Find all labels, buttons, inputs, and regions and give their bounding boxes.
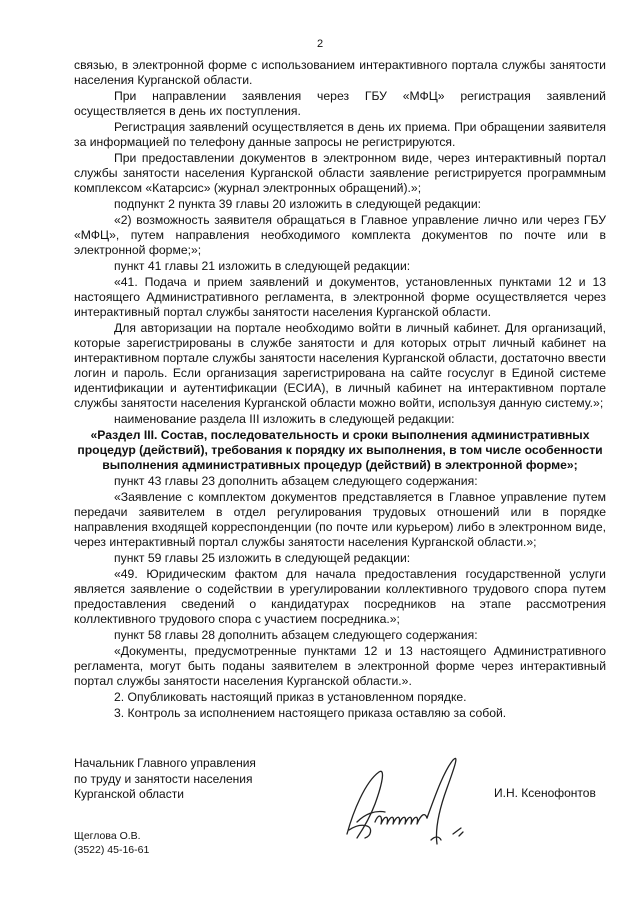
signatory-title-line-2: по труду и занятости населения [74, 771, 253, 786]
paragraph: пункт 59 главы 25 изложить в следующей редакции: [114, 551, 411, 565]
signatory-title-line-3: Курганской области [74, 787, 184, 801]
paragraph: «Заявление с комплектом документов представляется в Главное управление путем передачи заявителем в отдел регулирования трудовых отношений или в порядке направления входящей корреспонденции (по почте или курьером) либо в электронном виде, через интерактивный портал службы занятости населения Курганской области.»; [74, 490, 606, 549]
author-info [74, 829, 149, 857]
paragraph: пункт 43 главы 23 дополнить абзацем следующего содержания: [114, 474, 478, 488]
paragraph: «2) возможность заявителя обращаться в Главное управление лично или через ГБУ «МФЦ», путем направления необходимого комплекта документов по почте или в электронной форме;»; [74, 213, 606, 257]
author-phone: (3522) 45-16-61 [74, 844, 150, 856]
document-body [74, 58, 606, 721]
handwritten-signature [335, 752, 485, 852]
paragraph: Для авторизации на портале необходимо войти в личный кабинет. Для организаций, которые зарегистрированы в службе занятости и для которых отрыт личный кабинет на интерактивном портале службы занятости населения Курганской области, достаточно ввести логин и пароль. Если организация зарегистрирована на сайте госуслуг в Единой системе идентификации и аутентификации (ЕСИА), в личный кабинет на интерактивном портале службы занятости населения Курганской области можно войти, используя данную систему.»; [74, 321, 606, 410]
signatory-title-line-1: Начальник Главного управления [74, 756, 256, 770]
signatory-name: И.Н. Ксенофонтов [494, 786, 596, 800]
paragraph: связью, в электронной форме с использованием интерактивного портала службы занятости населения Курганской области. [74, 58, 606, 87]
paragraph: 3. Контроль за исполнением настоящего приказа оставляю за собой. [114, 706, 507, 720]
paragraph: пункт 58 главы 28 дополнить абзацем следующего содержания: [114, 628, 478, 642]
paragraph: Регистрация заявлений осуществляется в день их приема. При обращении заявителя за информацией по телефону данные запросы не регистрируются. [74, 120, 606, 149]
paragraph: наименование раздела III изложить в следующей редакции: [114, 412, 455, 426]
paragraph: «41. Подача и прием заявлений и документов, установленных пунктами 12 и 13 настоящего Административного регламента, в электронной форме осуществляется через интерактивный портал службы занятости населения Курганской области. [74, 275, 606, 319]
author-name: Щеглова О.В. [74, 830, 141, 842]
section-heading: «Раздел III. Состав, последовательность и сроки выполнения административных процедур (действий), требования к порядку их выполнения, в том числе особенности выполнения административных процедур (действий) в электронной форме»; [77, 428, 603, 472]
signature-block [74, 756, 256, 803]
paragraph: «Документы, предусмотренные пунктами 12 и 13 настоящего Административного регламента, могут быть поданы заявителем в электронной форме через интерактивный портал службы занятости населения Курганской области.». [74, 644, 606, 688]
paragraph: пункт 41 главы 21 изложить в следующей редакции: [114, 259, 411, 273]
paragraph: При предоставлении документов в электронном виде, через интерактивный портал службы занятости населения Курганской области заявление регистрируется программным комплексом «Катарсис» (журнал электронных обращений).»; [74, 151, 606, 195]
page-number: 2 [316, 38, 324, 50]
paragraph: подпункт 2 пункта 39 главы 20 изложить в следующей редакции: [114, 197, 482, 211]
paragraph: При направлении заявления через ГБУ «МФЦ» регистрация заявлений осуществляется в день их поступления. [74, 89, 606, 118]
paragraph: «49. Юридическим фактом для начала предоставления государственной услуги является заявление о содействии в урегулировании коллективного трудового спора путем предоставления сведений о кандидатурах посредников на этапе рассмотрения коллективного трудового спора с участием посредника.»; [74, 567, 606, 626]
paragraph: 2. Опубликовать настоящий приказ в установленном порядке. [114, 690, 467, 704]
